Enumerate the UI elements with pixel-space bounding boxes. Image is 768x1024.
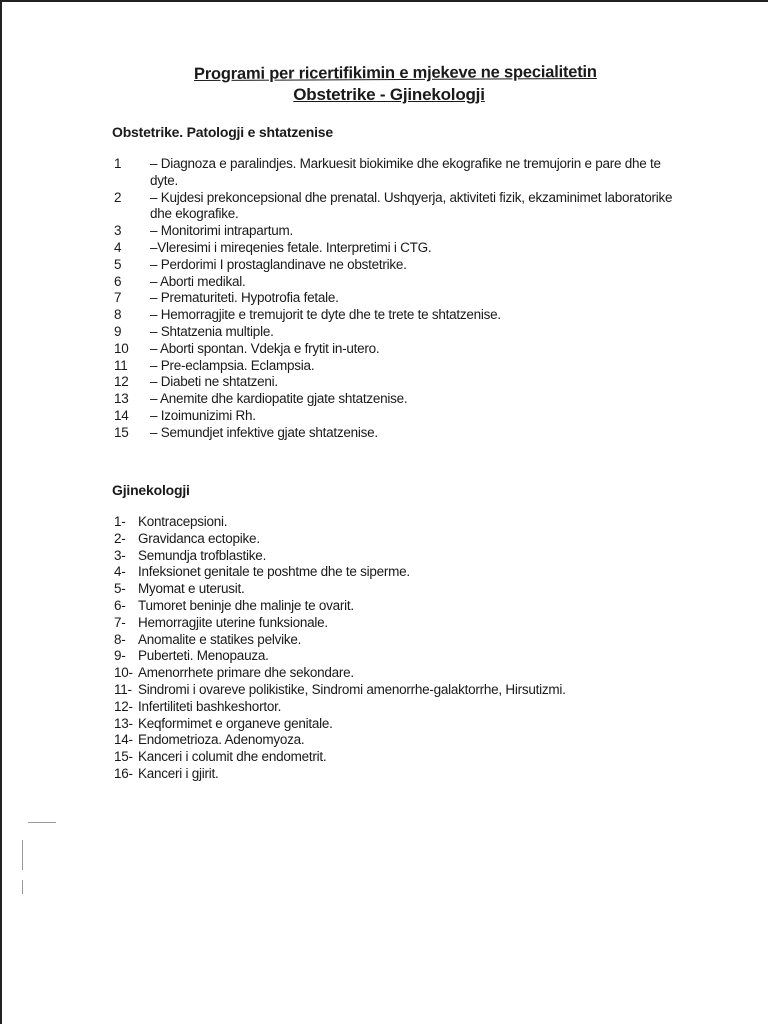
title-line-2: Obstetrike - Gjinekologji bbox=[293, 85, 485, 104]
item-text: –Vleresimi i mireqenies fetale. Interpretimi i CTG. bbox=[150, 239, 432, 255]
item-number: 14- bbox=[114, 732, 133, 748]
list-item bbox=[114, 358, 674, 375]
list-item bbox=[114, 391, 674, 408]
scan-mark bbox=[28, 822, 56, 823]
item-number: 8- bbox=[114, 631, 126, 647]
item-number: 11- bbox=[114, 681, 132, 697]
item-number: 3- bbox=[114, 547, 126, 563]
item-number: 14 bbox=[114, 407, 129, 423]
item-text: – Hemorragjite e tremujorit te dyte dhe te trete te shtatzenise. bbox=[150, 307, 501, 323]
item-text: Amenorrhete primare dhe sekondare. bbox=[138, 665, 354, 681]
item-text: Kanceri i columit dhe endometrit. bbox=[138, 749, 327, 765]
item-number: 15- bbox=[114, 749, 133, 765]
item-text: – Perdorimi I prostaglandinave ne obstetrike. bbox=[150, 256, 407, 272]
item-text: – Prematuriteti. Hypotrofia fetale. bbox=[150, 290, 339, 306]
item-text: Infeksionet genitale te poshtme dhe te siperme. bbox=[138, 564, 410, 580]
item-text: Sindromi i ovareve polikistike, Sindromi amenorrhe-galaktorrhe, Hirsutizmi. bbox=[138, 681, 566, 697]
obstetrics-list bbox=[114, 156, 674, 442]
list-item bbox=[114, 632, 694, 649]
item-text: Gravidanca ectopike. bbox=[138, 530, 260, 546]
list-item bbox=[114, 648, 694, 665]
page-edge-left bbox=[0, 0, 2, 1024]
item-text: – Izoimunizimi Rh. bbox=[150, 407, 256, 423]
item-text: – Aborti medikal. bbox=[150, 273, 246, 289]
list-item bbox=[114, 240, 674, 257]
item-text: Kanceri i gjirit. bbox=[138, 765, 219, 781]
item-text: – Shtatzenia multiple. bbox=[150, 323, 274, 339]
item-number: 12 bbox=[114, 374, 129, 390]
item-number: 7 bbox=[114, 290, 122, 306]
list-item bbox=[114, 564, 694, 581]
list-item bbox=[114, 615, 694, 632]
list-item bbox=[114, 374, 674, 391]
item-number: 16- bbox=[114, 765, 133, 781]
list-item bbox=[114, 425, 674, 442]
item-text: Endometrioza. Adenomyoza. bbox=[138, 732, 305, 748]
list-item bbox=[114, 749, 694, 766]
list-item bbox=[114, 324, 674, 341]
item-number: 5- bbox=[114, 581, 126, 597]
item-number: 15 bbox=[114, 424, 129, 440]
list-item bbox=[114, 682, 694, 699]
list-item bbox=[114, 514, 694, 531]
item-number: 6- bbox=[114, 597, 126, 613]
item-number: 1- bbox=[114, 514, 126, 529]
item-text: – Diabeti ne shtatzeni. bbox=[150, 374, 278, 390]
list-item bbox=[114, 290, 674, 307]
list-item bbox=[114, 665, 694, 682]
list-item bbox=[114, 408, 674, 425]
item-text: Anomalite e statikes pelvike. bbox=[138, 631, 302, 647]
item-number: 7- bbox=[114, 614, 126, 630]
item-text: Semundja trofblastike. bbox=[138, 547, 267, 563]
page-edge-top bbox=[0, 0, 768, 2]
list-item bbox=[114, 716, 694, 733]
list-item bbox=[114, 341, 674, 358]
item-number: 3 bbox=[114, 223, 122, 239]
item-text: Myomat e uterusit. bbox=[138, 581, 245, 597]
item-text: Tumoret beninje dhe malinje te ovarit. bbox=[138, 597, 354, 613]
list-item bbox=[114, 548, 694, 565]
list-item bbox=[114, 732, 694, 749]
item-number: 6 bbox=[114, 273, 122, 289]
list-item bbox=[114, 156, 674, 190]
item-number: 13- bbox=[114, 715, 133, 731]
item-text: Keqformimet e organeve genitale. bbox=[138, 715, 333, 731]
item-text: – Anemite dhe kardiopatite gjate shtatzenise. bbox=[150, 391, 408, 407]
item-number: 13 bbox=[114, 391, 129, 407]
scan-mark bbox=[22, 880, 23, 894]
list-item bbox=[114, 699, 694, 716]
item-text: – Monitorimi intrapartum. bbox=[150, 223, 294, 239]
list-item bbox=[114, 581, 694, 598]
item-number: 4- bbox=[114, 564, 126, 580]
item-number: 8 bbox=[114, 307, 122, 323]
list-item bbox=[114, 766, 694, 783]
gynecology-heading: Gjinekologji bbox=[112, 482, 190, 498]
item-number: 12- bbox=[114, 698, 133, 714]
item-number: 5 bbox=[114, 256, 122, 272]
item-text: – Diagnoza e paralindjes. Markuesit biokimike dhe ekografike ne tremujorin e pare dhe te dyte. bbox=[150, 156, 661, 188]
item-text: Hemorragjite uterine funksionale. bbox=[138, 614, 328, 630]
item-number: 1 bbox=[114, 156, 122, 171]
list-item bbox=[114, 598, 694, 615]
list-item bbox=[114, 531, 694, 548]
title-line-1: Programi per ricertifikimin e mjekeve ne specialitetin bbox=[193, 62, 597, 84]
item-number: 2 bbox=[114, 189, 122, 205]
item-text: Infertiliteti bashkeshortor. bbox=[138, 698, 282, 714]
item-text: – Kujdesi prekoncepsional dhe prenatal. Ushqyerja, aktiviteti fizik, ekzaminimet laboratorike dhe ekografike. bbox=[150, 189, 673, 222]
list-item bbox=[114, 223, 674, 240]
gynecology-list bbox=[114, 514, 694, 783]
item-text: – Semundjet infektive gjate shtatzenise. bbox=[150, 424, 378, 440]
scan-mark bbox=[22, 840, 23, 870]
list-item bbox=[114, 274, 674, 291]
item-number: 10 bbox=[114, 340, 129, 356]
item-text: Kontracepsioni. bbox=[138, 514, 228, 529]
item-number: 2- bbox=[114, 530, 126, 546]
item-number: 9- bbox=[114, 648, 126, 664]
item-number: 9 bbox=[114, 323, 122, 339]
item-text: Puberteti. Menopauza. bbox=[138, 648, 269, 664]
obstetrics-heading: Obstetrike. Patologji e shtatzenise bbox=[112, 124, 333, 140]
item-text: – Aborti spontan. Vdekja e frytit in-utero. bbox=[150, 340, 380, 356]
item-number: 4 bbox=[114, 239, 122, 255]
list-item bbox=[114, 307, 674, 324]
document-title bbox=[0, 64, 768, 105]
item-text: – Pre-eclampsia. Eclampsia. bbox=[150, 357, 315, 373]
list-item bbox=[114, 190, 674, 224]
item-number: 10- bbox=[114, 665, 133, 681]
list-item bbox=[114, 257, 674, 274]
item-number: 11 bbox=[114, 357, 128, 373]
